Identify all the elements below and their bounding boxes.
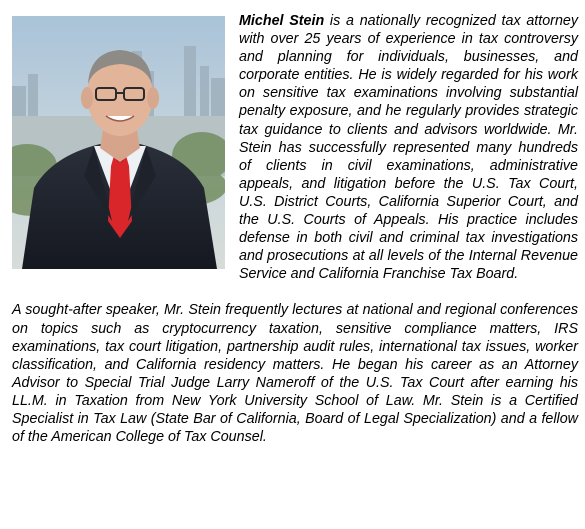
portrait-photo: [12, 16, 225, 269]
bio-paragraph-2: A sought-after speaker, Mr. Stein frequently lectures at national and regional conferences on topics such as cryptocurrency taxation, sensitive compliance matters, IRS examinations, tax court litigation, partnership audit rules, international tax issues, worker classification, and California residency matters. He began his career as an Attorney Advisor to Special Trial Judge Larry Nameroff of the U.S. Tax Court after earning his LL.M. in Taxation from New York University School of Law. Mr. Stein is a Certified Specialist in Tax Law (State Bar of California, Board of Legal Specialization) and a fellow of the American College of Tax Counsel.: [12, 302, 578, 446]
attorney-name: Michel Stein: [239, 13, 325, 29]
bio-paragraph-1-text: is a nationally recognized tax attorney with over 25 years of experience in tax controversy and planning for individuals, businesses, and corporate entities. He is widely regarded for his work on sensitive tax examinations involving substantial penalty exposure, and he regularly provides strategic tax guidance to clients and advisors worldwide. Mr. Stein has successfully represented many hundreds of clients in civil examinations, administrative appeals, and litigation before the U.S. Tax Court, U.S. District Courts, California Superior Court, and the U.S. Courts of Appeals. His practice includes defense in both civil and criminal tax investigations and prosecutions at all levels of the Internal Revenue Service and California Franchise Tax Board.: [239, 13, 578, 283]
portrait-illustration: [12, 16, 225, 269]
attorney-bio: [12, 12, 578, 446]
